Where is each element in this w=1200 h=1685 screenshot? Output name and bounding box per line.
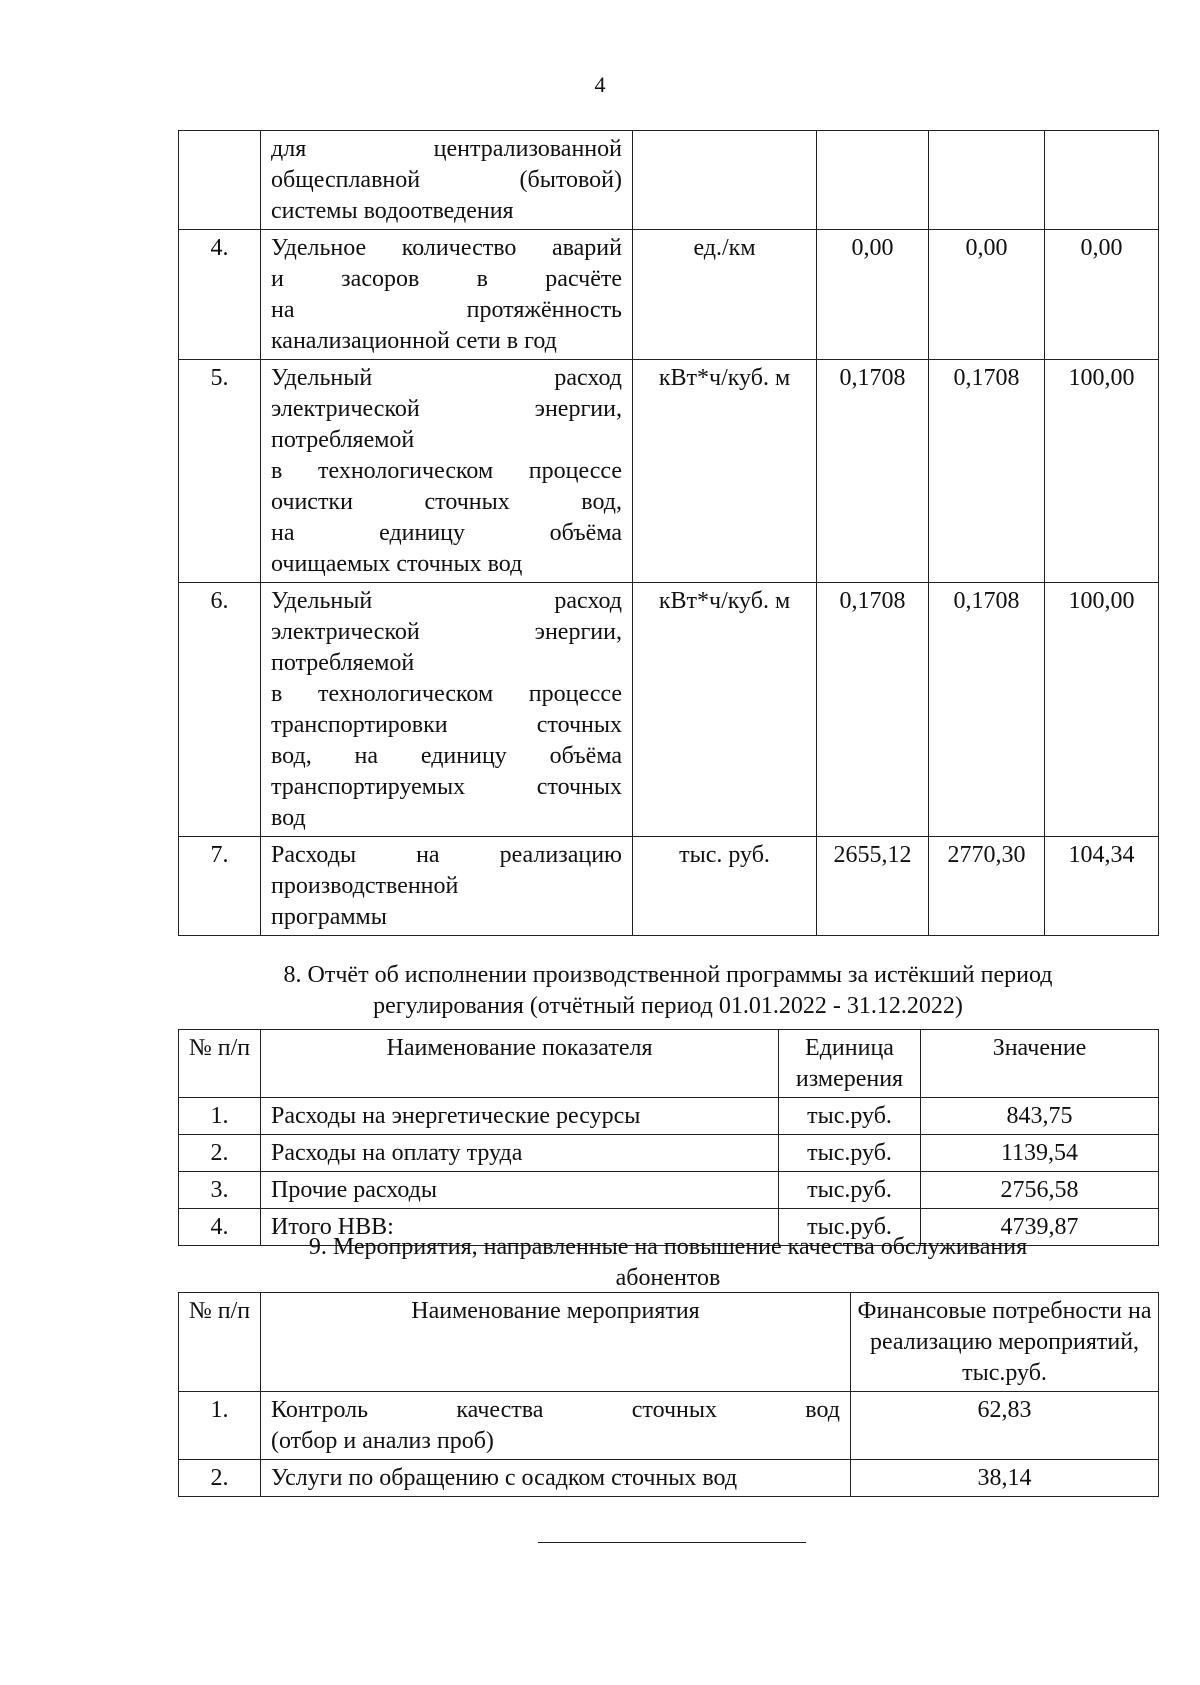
indicator-name-line: программы <box>271 904 387 930</box>
indicator-name-line: вод <box>271 805 306 831</box>
value-cell: 0,00 <box>817 230 929 360</box>
measure-name <box>261 1392 851 1460</box>
table-header-row <box>179 1293 1159 1392</box>
row-number: 5. <box>179 360 261 583</box>
unit-cell: кВт*ч/куб. м <box>633 360 817 583</box>
table-header-row <box>179 1030 1159 1098</box>
measure-name-line: Контроль качества сточных вод <box>271 1397 840 1423</box>
end-rule <box>538 1542 806 1543</box>
indicator-name-line: в технологическом процессе <box>271 458 622 484</box>
indicator-name-line: Удельный расход <box>271 365 622 391</box>
measure-name <box>261 1460 851 1497</box>
value-cell: 100,00 <box>1045 360 1159 583</box>
indicator-name: Прочие расходы <box>261 1172 779 1209</box>
row-number <box>179 131 261 230</box>
indicator-name-line: транспортировки сточных <box>271 712 622 738</box>
value-cell: 104,34 <box>1045 837 1159 936</box>
unit-cell: тыс.руб. <box>779 1172 921 1209</box>
value-cell: 100,00 <box>1045 583 1159 837</box>
indicator-name <box>261 583 633 837</box>
indicator-name <box>261 131 633 230</box>
indicator-name-line: на протяжённость <box>271 297 622 323</box>
table-row <box>179 1460 1159 1497</box>
unit-cell: тыс.руб. <box>779 1209 921 1246</box>
indicator-name-line: в технологическом процессе <box>271 681 622 707</box>
table-row <box>179 1172 1159 1209</box>
section-9-title-line: 9. Мероприятия, направленные на повышение качества обслуживания <box>308 1234 1028 1260</box>
nvv-report-table <box>178 1029 1159 1246</box>
indicator-name: Расходы на энергетические ресурсы <box>261 1098 779 1135</box>
value-cell: 4739,87 <box>921 1209 1159 1246</box>
row-number: 2. <box>179 1135 261 1172</box>
indicator-name-line: и засоров в расчёте <box>271 266 622 292</box>
measure-name-line: (отбор и анализ проб) <box>271 1428 494 1454</box>
row-number: 7. <box>179 837 261 936</box>
value-cell: 0,00 <box>929 230 1045 360</box>
row-number: 2. <box>179 1460 261 1497</box>
header-value: Значение <box>921 1030 1159 1098</box>
indicator-name-line: системы водоотведения <box>271 198 514 224</box>
value-cell: 0,1708 <box>817 583 929 837</box>
indicator-name-line: на единицу объёма <box>271 520 622 546</box>
indicator-name-line: очистки сточных вод, <box>271 489 622 515</box>
header-name: Наименование мероприятия <box>261 1293 851 1392</box>
table-row <box>179 230 1159 360</box>
indicator-name-line: потребляемой <box>271 650 415 676</box>
indicator-name <box>261 837 633 936</box>
table-row <box>179 131 1159 230</box>
indicator-name-line: электрической энергии, <box>271 396 622 422</box>
indicator-name: Итого НВВ: <box>261 1209 779 1246</box>
table-row <box>179 583 1159 837</box>
indicator-name-line: потребляемой <box>271 427 415 453</box>
unit-cell: кВт*ч/куб. м <box>633 583 817 837</box>
measures-table <box>178 1292 1159 1497</box>
finance-cell: 38,14 <box>851 1460 1159 1497</box>
section-8-title-line: регулирования (отчётный период 01.01.2022 - 31.12.2022) <box>373 993 963 1019</box>
value-cell: 0,00 <box>1045 230 1159 360</box>
row-number: 4. <box>179 230 261 360</box>
header-finance: Финансовые потребности на реализацию мероприятий, тыс.руб. <box>851 1293 1159 1392</box>
table-row <box>179 837 1159 936</box>
header-num: № п/п <box>179 1030 261 1098</box>
unit-cell: тыс. руб. <box>633 837 817 936</box>
header-name: Наименование показателя <box>261 1030 779 1098</box>
row-number: 4. <box>179 1209 261 1246</box>
section-8-title-line: 8. Отчёт об исполнении производственной программы за истёкший период <box>283 962 1053 988</box>
indicator-name-line: электрической энергии, <box>271 619 622 645</box>
indicator-name-line: канализационной сети в год <box>271 328 557 354</box>
indicator-name-line: общесплавной (бытовой) <box>271 167 622 193</box>
header-unit: Единица измерения <box>779 1030 921 1098</box>
page-number: 4 <box>594 72 606 97</box>
header-num: № п/п <box>179 1293 261 1392</box>
value-cell: 0,1708 <box>929 583 1045 837</box>
value-cell: 0,1708 <box>929 360 1045 583</box>
row-number: 6. <box>179 583 261 837</box>
row-number: 3. <box>179 1172 261 1209</box>
indicator-name-line: Удельное количество аварий <box>271 235 622 261</box>
value-cell <box>817 131 929 230</box>
table-row <box>179 1392 1159 1460</box>
section-9-title <box>178 1232 1158 1294</box>
indicator-name-line: производственной <box>271 873 459 899</box>
indicators-table <box>178 130 1159 936</box>
value-cell: 1139,54 <box>921 1135 1159 1172</box>
measure-name-line: Услуги по обращению с осадком сточных вод <box>271 1465 738 1491</box>
indicator-name-line: Расходы на реализацию <box>271 842 622 868</box>
value-cell <box>1045 131 1159 230</box>
value-cell <box>929 131 1045 230</box>
indicator-name-line: Удельный расход <box>271 588 622 614</box>
section-9-title-line: абонентов <box>615 1265 721 1291</box>
indicator-name <box>261 360 633 583</box>
unit-cell: ед./км <box>633 230 817 360</box>
row-number: 1. <box>179 1098 261 1135</box>
table-row <box>179 360 1159 583</box>
indicator-name: Расходы на оплату труда <box>261 1135 779 1172</box>
unit-cell: тыс.руб. <box>779 1098 921 1135</box>
indicator-name-line: транспортируемых сточных <box>271 774 622 800</box>
value-cell: 843,75 <box>921 1098 1159 1135</box>
indicator-name-line: вод, на единицу объёма <box>271 743 622 769</box>
unit-cell <box>633 131 817 230</box>
indicator-name-line: для централизованной <box>271 136 622 162</box>
value-cell: 2770,30 <box>929 837 1045 936</box>
value-cell: 2655,12 <box>817 837 929 936</box>
row-number: 1. <box>179 1392 261 1460</box>
section-8-title <box>178 960 1158 1022</box>
indicator-name <box>261 230 633 360</box>
value-cell: 2756,58 <box>921 1172 1159 1209</box>
value-cell: 0,1708 <box>817 360 929 583</box>
indicator-name-line: очищаемых сточных вод <box>271 551 523 577</box>
unit-cell: тыс.руб. <box>779 1135 921 1172</box>
table-row <box>179 1135 1159 1172</box>
finance-cell: 62,83 <box>851 1392 1159 1460</box>
table-row <box>179 1098 1159 1135</box>
